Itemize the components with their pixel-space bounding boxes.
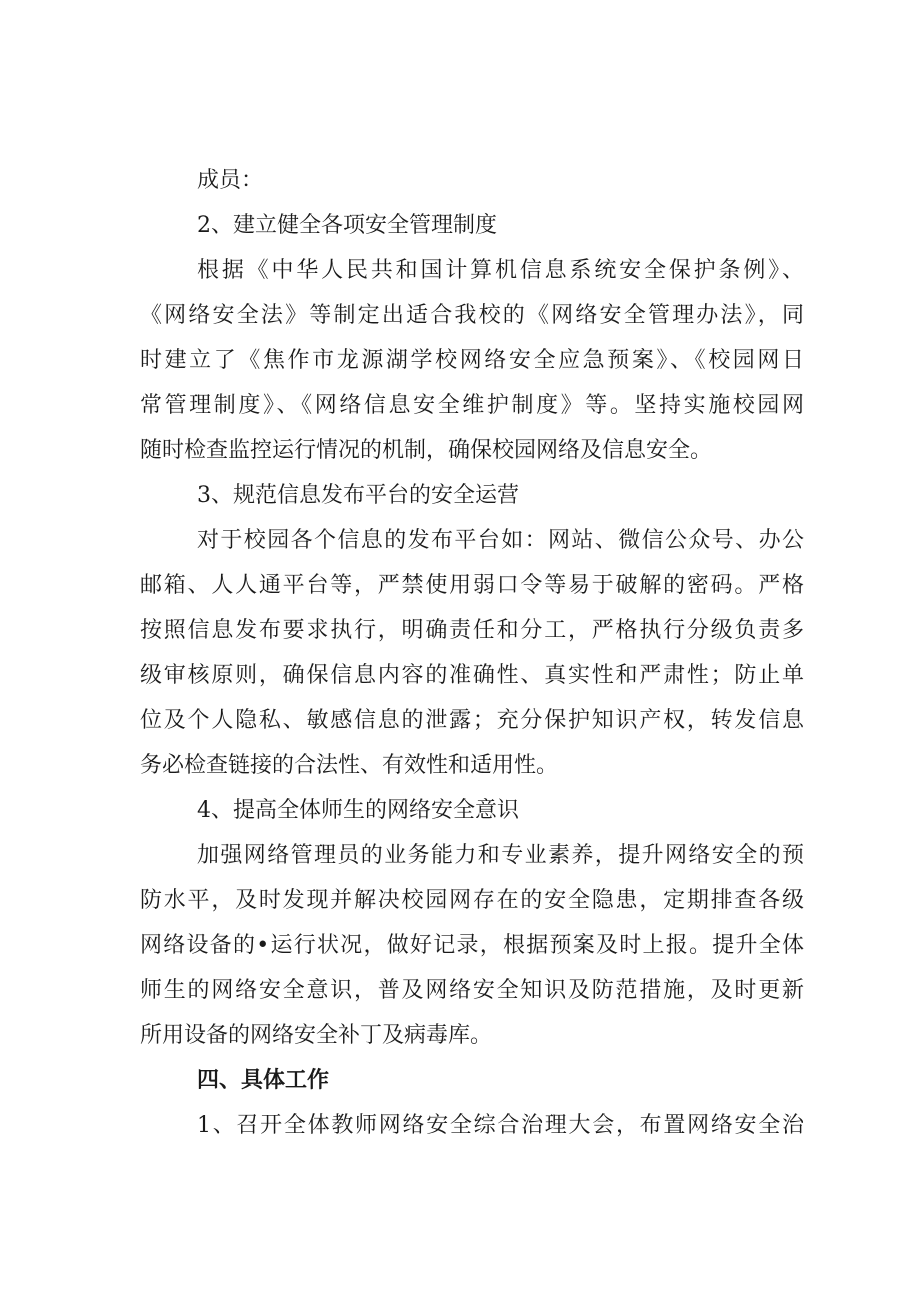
text-line: 网络设备的•运行状况，做好记录，根据预案及时上报。提升全体 bbox=[140, 933, 804, 958]
text-line: 常管理制度》、《网络信息安全维护制度》等。坚持实施校园网 bbox=[140, 393, 804, 418]
text-line: 按照信息发布要求执行，明确责任和分工，严格执行分级负责多 bbox=[140, 618, 804, 643]
section-heading: 四、具体工作 bbox=[197, 1068, 330, 1093]
text-line: 随时检查监控运行情况的机制，确保校园网络及信息安全。 bbox=[140, 438, 713, 463]
document-page bbox=[140, 158, 804, 1148]
text-line: 时建立了《焦作市龙源湖学校网络安全应急预案》、《校园网日 bbox=[140, 348, 804, 373]
text-line: 所用设备的网络安全补丁及病毒库。 bbox=[140, 1023, 493, 1048]
text-line: 务必检查链接的合法性、有效性和适用性。 bbox=[140, 753, 559, 778]
text-line: 防水平，及时发现并解决校园网存在的安全隐患，定期排查各级 bbox=[140, 888, 804, 913]
text-line: 根据《中华人民共和国计算机信息系统安全保护条例》、 bbox=[197, 258, 804, 283]
section-subheading: 4、提高全体师生的网络安全意识 bbox=[197, 798, 519, 823]
section-subheading: 3、规范信息发布平台的安全运营 bbox=[197, 483, 519, 508]
section-subheading: 2、建立健全各项安全管理制度 bbox=[197, 213, 497, 238]
text-line: 对于校园各个信息的发布平台如：网站、微信公众号、办公 bbox=[197, 528, 804, 553]
text-line: 《网络安全法》等制定出适合我校的《网络安全管理办法》，同 bbox=[140, 303, 804, 328]
text-line: 师生的网络安全意识，普及网络安全知识及防范措施，及时更新 bbox=[140, 978, 804, 1003]
text-line: 1、召开全体教师网络安全综合治理大会，布置网络安全治 bbox=[197, 1113, 804, 1138]
text-line: 成员： bbox=[197, 168, 264, 193]
text-line: 级审核原则，确保信息内容的准确性、真实性和严肃性；防止单 bbox=[140, 663, 804, 688]
text-line: 加强网络管理员的业务能力和专业素养，提升网络安全的预 bbox=[197, 843, 804, 868]
text-line: 位及个人隐私、敏感信息的泄露；充分保护知识产权，转发信息 bbox=[140, 708, 804, 733]
text-line: 邮箱、人人通平台等，严禁使用弱口令等易于破解的密码。严格 bbox=[140, 573, 804, 598]
